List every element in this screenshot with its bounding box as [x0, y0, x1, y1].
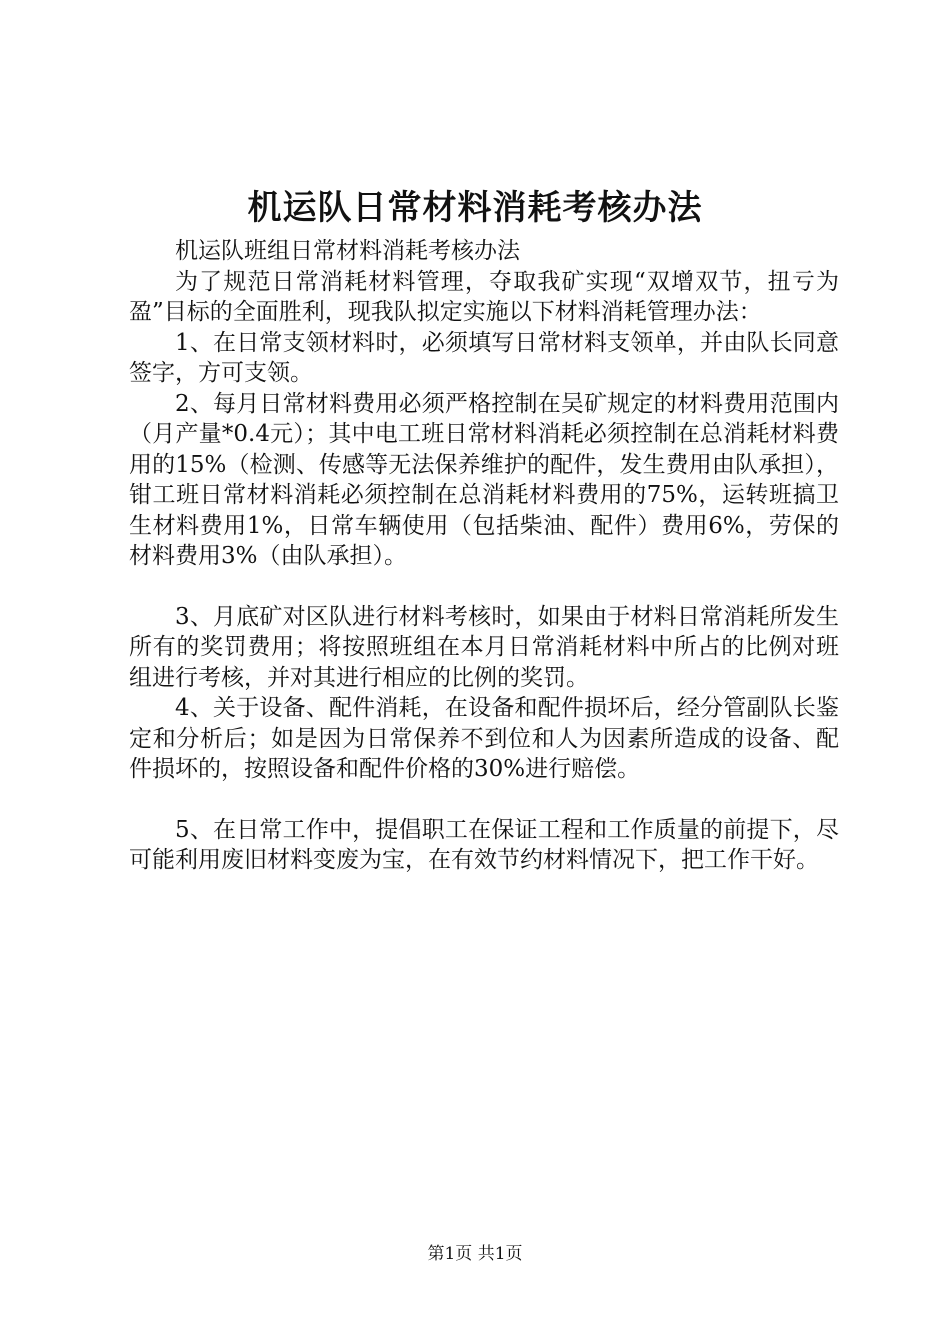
paragraph-item-2: 2、每月日常材料费用必须严格控制在吴矿规定的材料费用范围内（月产量*0.4元）；其中电工班日常材料消耗必须控制在总消耗材料费用的15%（检测、传感等无法保养维护的配件，发生费用由队承担），钳工班日常材料消耗必须控制在总消耗材料费用的75%，运转班搞卫生材料费用1%，日常车辆使用（包括柴油、配件）费用6%，劳保的材料费用3%（由队承担）。	[129, 390, 839, 569]
paragraph-intro: 为了规范日常消耗材料管理，夺取我矿实现“双增双节，扭亏为盈”目标的全面胜利，现我队拟定实施以下材料消耗管理办法：	[129, 268, 839, 325]
paragraph-item-5: 5、在日常工作中，提倡职工在保证工程和工作质量的前提下，尽可能利用废旧材料变废为宝，在有效节约材料情况下，把工作干好。	[129, 816, 839, 873]
paragraph-item-4: 4、关于设备、配件消耗，在设备和配件损坏后，经分管副队长鉴定和分析后；如是因为日常保养不到位和人为因素所造成的设备、配件损坏的，按照设备和配件价格的30%进行赔偿。	[129, 695, 839, 782]
document-title: 机运队日常材料消耗考核办法	[247, 188, 703, 228]
paragraph-item-3: 3、月底矿对区队进行材料考核时，如果由于材料日常消耗所发生所有的奖罚费用；将按照班组在本月日常消耗材料中所占的比例对班组进行考核，并对其进行相应的比例的奖罚。	[129, 603, 839, 691]
paragraph-subtitle: 机运队班组日常材料消耗考核办法	[175, 238, 520, 264]
document-body	[129, 236, 839, 876]
page-footer: 第1页 共1页	[427, 1244, 523, 1264]
paragraph-item-1: 1、在日常支领材料时，必须填写日常材料支领单，并由队长同意签字，方可支领。	[129, 329, 839, 386]
